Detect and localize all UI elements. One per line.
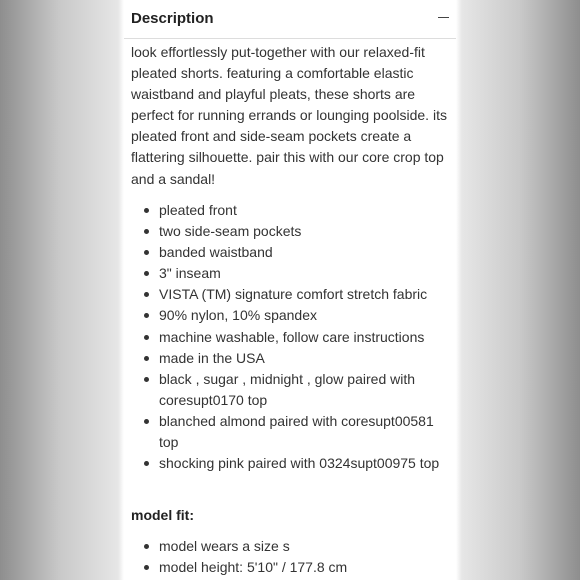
minus-icon[interactable] (438, 17, 449, 18)
list-item: model height: 5'10" / 177.8 cm (124, 557, 456, 578)
header-divider (124, 38, 456, 39)
model-fit-list (124, 536, 456, 578)
list-item: VISTA (TM) signature comfort stretch fabric (124, 284, 456, 305)
description-accordion-header[interactable] (124, 0, 456, 38)
list-item: shocking pink paired with 0324supt00975 top (124, 453, 456, 474)
list-item: 90% nylon, 10% spandex (124, 305, 456, 326)
list-item: made in the USA (124, 348, 456, 369)
model-fit-heading: model fit: (131, 507, 194, 523)
list-item: model wears a size s (124, 536, 456, 557)
list-item: 3" inseam (124, 263, 456, 284)
product-description: look effortlessly put-together with our relaxed-fit pleated shorts. featuring a comfortable elastic waistband and playful pleats, these shorts are perfect for running errands or lounging poolside. its pleated front and side-seam pockets create a flattering silhouette. pair this with our core crop top and a sandal! (131, 44, 447, 187)
list-item: two side-seam pockets (124, 221, 456, 242)
section-title: Description (131, 10, 214, 27)
description-panel (124, 0, 456, 580)
list-item: pleated front (124, 200, 456, 221)
list-item: blanched almond paired with coresupt00581 top (124, 411, 456, 453)
list-item: machine washable, follow care instructions (124, 327, 456, 348)
list-item: banded waistband (124, 242, 456, 263)
feature-list (124, 200, 456, 474)
list-item: black , sugar , midnight , glow paired with coresupt0170 top (124, 369, 456, 411)
